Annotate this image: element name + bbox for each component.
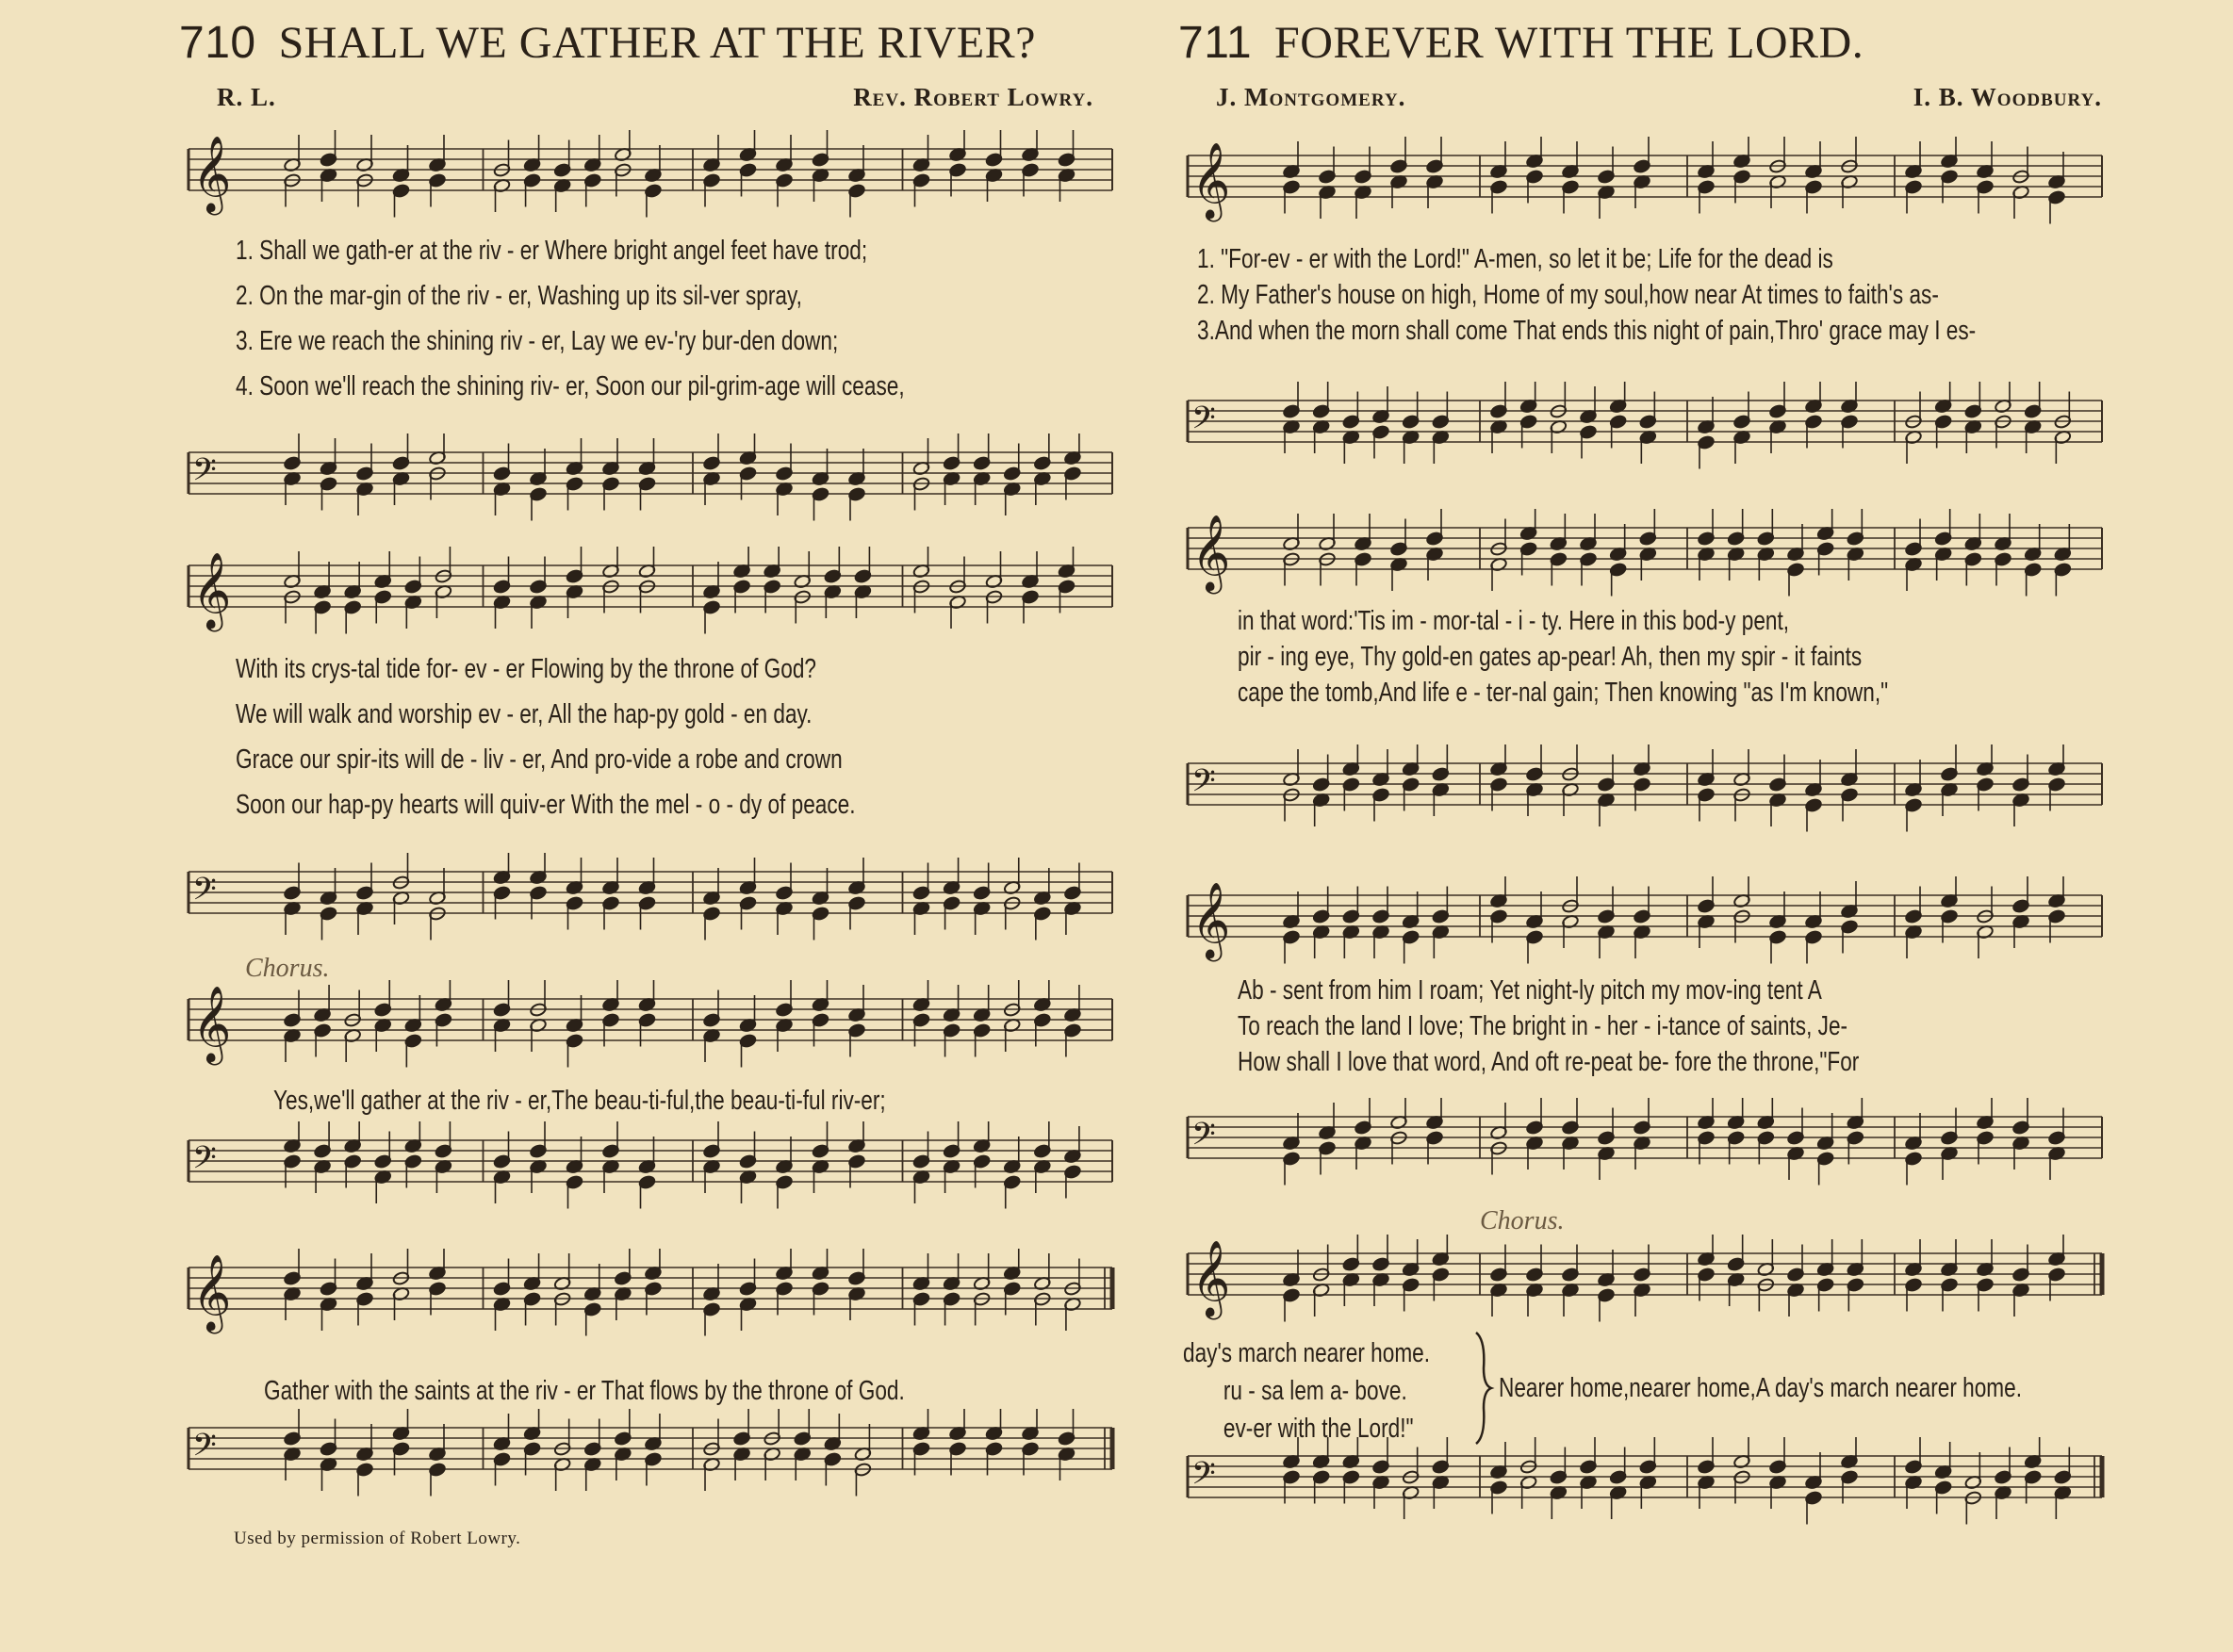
hymn-710-title: SHALL WE GATHER AT THE RIVER? [278,18,1036,68]
svg-text:𝄢: 𝄢 [1191,1456,1216,1499]
hymn-711-words-by: J. Montgomery. [1216,83,1406,111]
hymn-710-treble-staff-1 [179,130,1122,224]
hymn-710-chorus-treble-staff-1 [179,980,1122,1074]
hymn-710-chorus-label: Chorus. [245,954,330,983]
hymn-710-verse-4b: Soon our hap-py hearts will quiv-er With the mel - o - dy of peace. [236,790,856,820]
hymn-710-number: 710 [179,18,256,68]
hymn-711-music-by: I. B. Woodbury. [1913,83,2102,111]
hymn-710-chorus-line-1: Yes,we'll gather at the riv - er,The beau-ti-ful,the beau-ti-ful riv-er; [273,1086,886,1116]
hymn-710-chorus-treble-staff-2 [179,1249,1122,1343]
hymn-711-bass-staff-2 [1178,744,2121,839]
hymn-711-verse-2a: 2. My Father's house on high, Home of my soul,how near At times to faith's as- [1197,280,1939,310]
hymn-711-treble-staff-1 [1178,137,2121,231]
svg-text:𝄞: 𝄞 [192,135,232,212]
hymn-711-chorus-bass-staff [1178,1437,2121,1531]
hymn-711-chorus-endings [1183,1334,1430,1448]
hymn-710-credits [217,83,1093,112]
svg-text:𝄞: 𝄞 [192,551,232,629]
hymn-711-verses-part-2 [1238,603,1888,711]
hymn-710 [170,0,1122,1652]
svg-text:𝄞: 𝄞 [1191,141,1231,219]
hymn-711-chorus-ending-1: day's march nearer home. [1183,1338,1431,1368]
hymn-711-verse-2b: pir - ing eye, Thy gold-en gates ap-pear! Ah, then my spir - it faints [1238,642,1863,672]
hymn-710-verse-1b: With its crys-tal tide for- ev - er Flowing by the throne of God? [236,654,817,684]
hymn-711-verse-3b: cape the tomb,And life e - ter-nal gain; Then knowing "as I'm known," [1238,678,1889,708]
hymn-711-chorus-treble-staff [1178,1235,2121,1329]
hymn-711-verses-part-1 [1197,241,1976,349]
hymn-710-verses-part-2 [236,646,856,827]
hymn-710-footnote: Used by permission of Robert Lowry. [234,1529,521,1548]
svg-text:𝄢: 𝄢 [1191,763,1216,807]
hymn-711-number: 711 [1178,18,1253,68]
hymn-710-chorus-bass-staff-1 [179,1121,1122,1216]
hymn-711-treble-staff-3 [1178,876,2121,971]
hymn-711-chorus-refrain: Nearer home,nearer home,A day's march nearer home. [1499,1373,2023,1403]
hymn-710-music-by: Rev. Robert Lowry. [853,83,1093,111]
hymn-711-verse-3a: 3.And when the morn shall come That ends this night of pain,Thro' grace may I es- [1197,316,1977,346]
hymn-710-verse-2a: 2. On the mar-gin of the riv - er, Washing up its sil-ver spray, [236,281,802,311]
hymn-711-verse-3c: How shall I love that word, And oft re-peat be- fore the throne,"For [1238,1047,1860,1077]
hymn-711-chorus-label: Chorus. [1480,1206,1565,1235]
svg-text:𝄞: 𝄞 [1191,1239,1231,1317]
svg-text:𝄢: 𝄢 [192,872,217,915]
hymn-711-verse-1a: 1. "For-ev - er with the Lord!" A-men, so let it be; Life for the dead is [1197,244,1833,274]
hymn-711-bass-staff-1 [1178,382,2121,476]
svg-text:𝄞: 𝄞 [192,1253,232,1331]
svg-text:𝄞: 𝄞 [1191,881,1231,958]
hymn-710-bass-staff-1 [179,433,1122,528]
hymn-710-verse-3a: 3. Ere we reach the shining riv - er, Lay we ev-'ry bur-den down; [236,326,839,356]
hymn-711-verse-2c: To reach the land I love; The bright in - her - i-tance of saints, Je- [1238,1011,1848,1041]
hymn-711-verse-1c: Ab - sent from him I roam; Yet night-ly pitch my mov-ing tent A [1238,975,1822,1006]
svg-text:𝄞: 𝄞 [1191,514,1231,591]
hymn-711-treble-staff-2 [1178,509,2121,603]
svg-text:𝄢: 𝄢 [192,1140,217,1184]
hymn-711-chorus-ending-2: ru - sa lem a- bove. [1223,1376,1407,1406]
hymn-710-verse-2b: We will walk and worship ev - er, All the hap-py gold - en day. [236,699,813,729]
hymn-710-verses-part-1 [236,228,905,409]
hymn-710-chorus-line-2: Gather with the saints at the riv - er That flows by the throne of God. [264,1376,905,1406]
hymn-710-chorus-bass-staff-2 [179,1409,1122,1503]
hymn-711-verse-1b: in that word:'Tis im - mor-tal - i - ty. Here in this bod-y pent, [1238,606,1790,636]
hymn-710-title-row [179,17,1036,69]
hymn-710-verse-4a: 4. Soon we'll reach the shining riv- er, Soon our pil-grim-age will cease, [236,371,905,401]
svg-text:𝄢: 𝄢 [192,452,217,496]
hymn-711 [1169,0,2111,1652]
hymn-710-verse-1a: 1. Shall we gath-er at the riv - er Where bright angel feet have trod; [236,236,868,266]
svg-text:𝄢: 𝄢 [1191,401,1216,444]
svg-text:𝄞: 𝄞 [192,985,232,1062]
hymn-710-verse-3b: Grace our spir-its will de - liv - er, And pro-vide a robe and crown [236,744,843,775]
hymn-711-verses-part-3 [1238,973,1859,1080]
hymn-710-treble-staff-2 [179,547,1122,641]
hymn-711-chorus-brace [1472,1331,1495,1446]
svg-text:𝄢: 𝄢 [1191,1117,1216,1160]
hymn-711-title: FOREVER WITH THE LORD. [1274,18,1864,68]
hymn-711-chorus-ending-3: ev-er with the Lord!" [1223,1414,1414,1444]
hymn-710-words-by: R. L. [217,83,276,111]
hymn-711-credits [1216,83,2102,112]
svg-text:𝄢: 𝄢 [192,1428,217,1471]
hymn-710-bass-staff-2 [179,853,1122,947]
hymn-711-bass-staff-3 [1178,1098,2121,1192]
hymn-711-title-row [1178,17,1864,69]
